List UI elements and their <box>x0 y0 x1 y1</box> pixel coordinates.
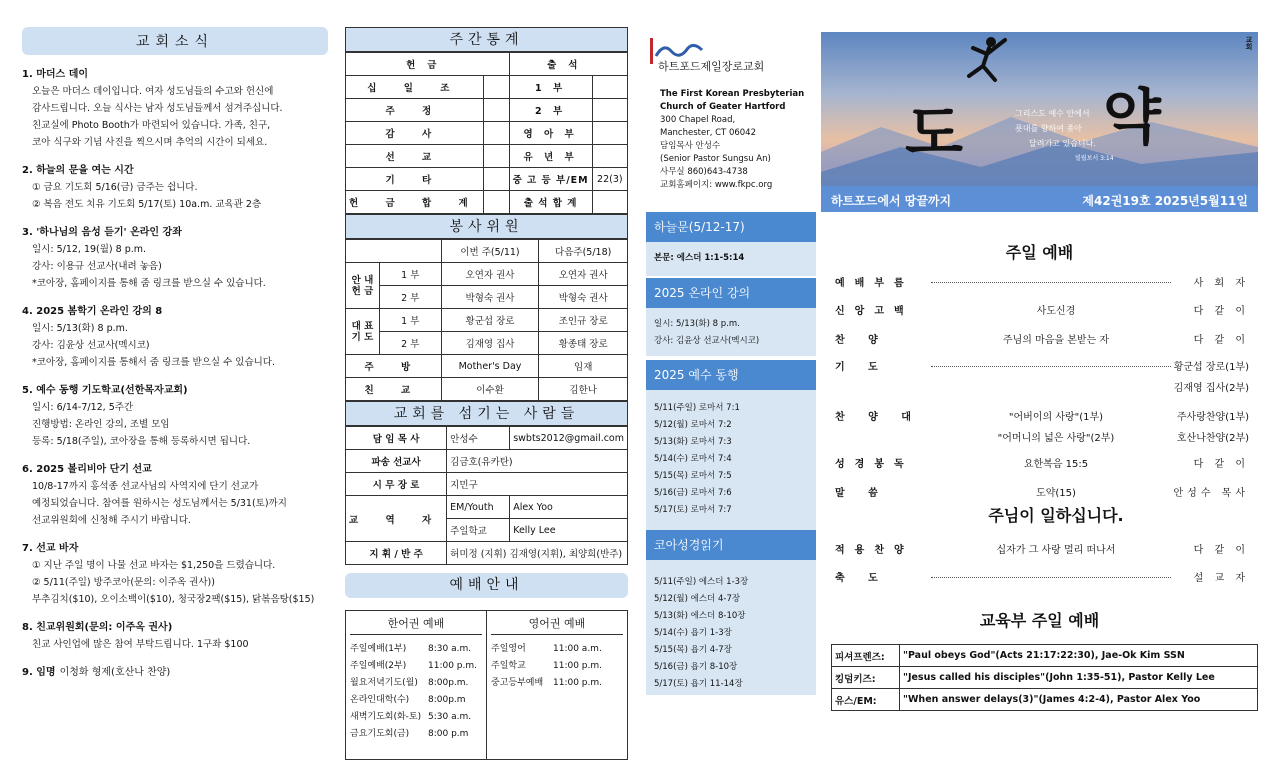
service-middle <box>931 302 1181 317</box>
church-phone: 사무실 860)643-4738 <box>660 167 748 177</box>
worship-row <box>350 726 482 743</box>
news-line: ① 금요 기도회 5/16(금) 금주는 쉽니다. <box>32 182 198 193</box>
worship-time: 11:00 p.m. <box>553 661 602 671</box>
offering-label: 주 정 <box>346 99 484 122</box>
church-web[interactable]: 교회홈페이지: www.fkpc.org <box>660 180 773 190</box>
service-label: 말 씀 <box>835 488 888 499</box>
service-middle <box>931 408 1181 444</box>
service-label: 성경봉독 <box>835 459 914 470</box>
worship-row <box>491 675 623 692</box>
server-sub: 1 부 <box>380 309 442 332</box>
service-middle-text: 십자가 그 사랑 멀리 떠나서 <box>996 545 1116 556</box>
service-right-text: 안성수 목사 <box>1173 488 1249 499</box>
missionary-label: 파송 선교사 <box>346 450 447 473</box>
church-pastor: 담임목사 안성수 <box>660 141 721 151</box>
stats-header: 주간통계 <box>345 27 628 52</box>
server-sub: 2 부 <box>380 332 442 355</box>
stats-row <box>346 168 628 191</box>
church-eng-name-2: Church of Geater Hartford <box>660 102 786 112</box>
news-line: 진행방법: 온라인 강의, 조별 모임 <box>32 419 170 430</box>
bible-line: 5/17(토) 욥기 11-14장 <box>654 679 743 689</box>
service-right <box>1177 408 1249 444</box>
news-header: 교회소식 <box>22 27 328 55</box>
service-row <box>835 358 1255 394</box>
education-text: "Paul obeys God"(Acts 21:17:22:30), Jae-Ok Kim SSN <box>900 645 1258 667</box>
dotted-leader <box>931 282 1171 283</box>
service-middle <box>931 455 1181 470</box>
service-right <box>1194 569 1249 584</box>
servers-table <box>345 239 628 401</box>
service-title: 주일 예배 <box>1005 243 1074 262</box>
service-right-text-2: 김재영 집사(2부) <box>1173 383 1249 394</box>
service-right-text: 다 같 이 <box>1193 545 1249 556</box>
offering-value <box>483 191 509 214</box>
fellowship-label: 친 교 <box>346 378 442 401</box>
worship-time: 8:00p.m. <box>428 678 469 688</box>
service-middle-text-2: 주님이 일하십니다. <box>988 506 1124 525</box>
server-cell: 이수환 <box>441 378 539 401</box>
service-row <box>835 484 1255 525</box>
service-label: 적용찬양 <box>835 545 914 556</box>
banner-verse <box>1015 106 1114 166</box>
worship-row <box>350 709 482 726</box>
online-title: 2025 온라인 강의 <box>646 278 816 308</box>
walk-line: 5/13(화) 로마서 7:3 <box>654 437 732 447</box>
jumping-person-icon <box>961 34 1011 94</box>
news-line: ② 5/11(주일) 방주코아(문의: 이주옥 권사)) <box>32 577 215 588</box>
banner-char-2: 약 <box>1103 83 1161 153</box>
worship-time: 11:00 p.m. <box>553 678 602 688</box>
service-label: 축 도 <box>835 573 888 584</box>
sunday-label: 주일학교 <box>447 519 510 542</box>
bible-panel <box>646 560 816 695</box>
attendance-value <box>592 145 627 168</box>
news-item <box>22 663 328 678</box>
news-line: 코아 식구와 기념 사진을 찍으시며 추억의 시간이 되세요. <box>32 137 268 148</box>
banner-tagline: 하트포드에서 땅끝까지 <box>831 194 952 208</box>
stats-column <box>345 0 628 777</box>
education-table <box>831 644 1258 711</box>
banner-image <box>821 32 1258 212</box>
service-label: 찬 양 대 <box>835 412 921 423</box>
server-cell: 오연자 권사 <box>539 263 628 286</box>
worship-name: 새벽기도회(화-토) <box>350 712 422 722</box>
news-item <box>22 302 328 371</box>
news-item-title: 4. 2025 봄학기 온라인 강의 8 <box>22 306 163 317</box>
worship-header: 예배안내 <box>345 573 628 598</box>
walk-line: 5/11(주일) 로마서 7:1 <box>654 403 740 413</box>
attendance-label: 유 년 부 <box>509 145 592 168</box>
korean-worship-header: 한어권 예배 <box>350 615 482 635</box>
service-label: 찬 양 <box>835 335 888 346</box>
server-cell: Mother's Day <box>441 355 539 378</box>
service-row <box>835 302 1255 328</box>
server-cell: 황군섭 장로 <box>441 309 539 332</box>
korean-worship <box>346 611 487 759</box>
service-right-text: 다 같 이 <box>1193 335 1249 346</box>
service-right <box>1174 484 1249 499</box>
service-middle <box>931 484 1181 526</box>
attendance-label: 1 부 <box>509 76 592 99</box>
service-middle-text: 요한복음 15:5 <box>1023 459 1089 470</box>
service-label: 예배부름 <box>835 278 914 289</box>
service-row <box>835 408 1255 444</box>
news-item-title: 1. 마더스 데이 <box>22 69 89 80</box>
appointment-text: 이청화 형제(호산나 찬양) <box>59 667 171 678</box>
server-cell: 오연자 권사 <box>441 263 539 286</box>
news-item-title-text: 9. 임명 <box>22 667 56 678</box>
worship-name: 주일영어 <box>491 644 526 654</box>
bible-line: 5/12(월) 에스더 4-7장 <box>654 594 741 604</box>
worship-box <box>345 610 628 760</box>
worship-time: 8:00p.m <box>428 695 466 705</box>
church-eng-name-1: The First Korean Presbyterian <box>660 89 805 99</box>
server-cell: 김한나 <box>539 378 628 401</box>
church-address-1: 300 Chapel Road, <box>660 115 736 125</box>
church-pastor-eng: (Senior Pastor Sungsu An) <box>660 154 771 164</box>
this-week-header: 이번 주(5/11) <box>441 240 539 263</box>
stats-row <box>346 99 628 122</box>
walk-line: 5/16(금) 로마서 7:6 <box>654 488 732 498</box>
em-label: EM/Youth <box>447 496 510 519</box>
education-dept: 피셔프렌즈: <box>832 645 900 667</box>
server-sub: 1 부 <box>380 263 442 286</box>
service-row <box>835 569 1255 595</box>
worship-time: 8:30 a.m. <box>428 644 472 654</box>
attendance-label: 영 아 부 <box>509 122 592 145</box>
service-middle <box>931 541 1181 556</box>
worship-time: 11:00 p.m. <box>428 661 477 671</box>
bible-line: 5/11(주일) 에스더 1-3장 <box>654 577 749 587</box>
worship-row <box>350 675 482 692</box>
em-name: Alex Yoo <box>510 496 628 519</box>
sky-text: 본문: 에스더 1:1-5:14 <box>654 253 745 263</box>
news-item <box>22 161 328 213</box>
walk-line: 5/17(토) 로마서 7:7 <box>654 505 732 515</box>
server-cell: 김재영 집사 <box>441 332 539 355</box>
bible-line: 5/16(금) 욥기 8-10장 <box>654 662 738 672</box>
dotted-leader <box>931 577 1171 578</box>
staff-table <box>345 426 628 565</box>
walk-line: 5/12(월) 로마서 7:2 <box>654 420 732 430</box>
news-line: ① 지난 주일 명이 나물 선교 바자는 $1,250을 드렸습니다. <box>32 560 276 571</box>
news-line: 10/8-17까지 홍석종 선교사님의 사역지에 단기 선교가 <box>32 481 259 492</box>
sky-panel <box>646 242 816 276</box>
service-right <box>1194 541 1249 556</box>
senior-label: 담 임 목 사 <box>346 427 447 450</box>
pastor-label: 교 역 자 <box>346 496 447 542</box>
worship-name: 온라인대학(수) <box>350 695 410 705</box>
news-item <box>22 381 328 450</box>
news-item-title: 2. 하늘의 문을 여는 시간 <box>22 165 134 176</box>
offering-value <box>483 145 509 168</box>
service-label: 기 도 <box>835 362 888 373</box>
server-cell: 박형숙 권사 <box>441 286 539 309</box>
worship-row <box>350 658 482 675</box>
news-item <box>22 618 328 653</box>
service-right <box>1174 358 1249 394</box>
server-cell: 조인규 장로 <box>539 309 628 332</box>
staff-header: 교회를 섬기는 사람들 <box>345 401 628 426</box>
offering-label: 선 교 <box>346 145 484 168</box>
news-line: *코아장, 홈페이지를 통해 줌 링크를 받으실 수 있습니다. <box>32 278 266 289</box>
news-line: 오늘은 마더스 데이입니다. 여자 성도님들의 수고와 헌신에 <box>32 86 274 97</box>
service-right <box>1194 274 1249 289</box>
news-list <box>22 65 328 678</box>
bible-line: 5/15(목) 욥기 4-7장 <box>654 645 732 655</box>
choir-names: 허미정 (지휘) 김재영(지휘), 최양희(반주) <box>447 542 628 565</box>
prayer-label: 대 표 기 도 <box>346 309 380 355</box>
senior-name: 안성수 <box>447 427 510 450</box>
service-right-text: 황군섭 장로(1부) <box>1173 362 1249 373</box>
worship-row <box>350 641 482 658</box>
attendance-value <box>592 76 627 99</box>
service-right <box>1194 331 1249 346</box>
service-middle <box>931 331 1181 346</box>
offering-col-header: 헌금 <box>346 53 510 76</box>
service-row <box>835 455 1255 481</box>
news-line: 일시: 5/13(화) 8 p.m. <box>32 323 128 334</box>
servers-header: 봉사위원 <box>345 214 628 239</box>
stats-row <box>346 145 628 168</box>
worship-row <box>491 658 623 675</box>
news-item-title: 3. '하나님의 음성 듣기' 온라인 강좌 <box>22 227 182 238</box>
offering-label: 감 사 <box>346 122 484 145</box>
walk-title: 2025 예수 동행 <box>646 360 816 390</box>
stats-table <box>345 52 628 214</box>
verse-ref: 빌립보서 3:14 <box>1075 155 1114 162</box>
sunday-name: Kelly Lee <box>510 519 628 542</box>
education-text: "Jesus called his disciples"(John 1:35-51), Pastor Kelly Lee <box>900 667 1258 689</box>
offering-value <box>483 168 509 191</box>
offering-label: 기 타 <box>346 168 484 191</box>
worship-name: 주일학교 <box>491 661 526 671</box>
news-line: ② 복음 전도 치유 기도회 5/17(토) 10a.m. 교육관 2층 <box>32 199 262 210</box>
online-panel <box>646 308 816 356</box>
service-right-text: 사 회 자 <box>1193 278 1249 289</box>
news-item-title: 6. 2025 볼리비아 단기 선교 <box>22 464 152 475</box>
church-name: 하트포드제일장로교회 <box>658 60 765 73</box>
next-week-header: 다음주(5/18) <box>539 240 628 263</box>
worship-name: 금요기도회(금) <box>350 729 410 739</box>
news-line: 감사드립니다. 오늘 식사는 남자 성도님들께서 섬겨주십니다. <box>32 103 283 114</box>
server-cell: 박형숙 권사 <box>539 286 628 309</box>
service-middle-text-2: "어머니의 넓은 사랑"(2부) <box>997 433 1115 444</box>
walk-line: 5/14(수) 로마서 7:4 <box>654 454 732 464</box>
news-item <box>22 65 328 151</box>
attendance-value <box>592 99 627 122</box>
news-line: 일시: 6/14-7/12, 5주간 <box>32 402 134 413</box>
server-sub: 2 부 <box>380 286 442 309</box>
online-line: 강사: 김윤상 선교사(멕시코) <box>654 336 760 346</box>
news-item-title: 8. 친교위원회(문의: 이주옥 권사) <box>22 622 173 633</box>
walk-line: 5/15(목) 로마서 7:5 <box>654 471 732 481</box>
news-line: 부추김치($10), 오이소백이($10), 청국장2팩($15), 닭볶음탕($15) <box>32 594 315 605</box>
banner-char-1: 도 <box>905 99 963 169</box>
banner-bottom-bar <box>821 186 1258 212</box>
service-right-text: 주사랑찬양(1부) <box>1176 412 1249 423</box>
bible-line: 5/14(수) 욥기 1-3장 <box>654 628 732 638</box>
news-item <box>22 223 328 292</box>
worship-row <box>350 692 482 709</box>
news-column <box>22 0 328 777</box>
worship-time: 11:00 a.m. <box>553 644 602 654</box>
news-line: 친교 사인업에 많은 참여 부탁드립니다. 1구좌 $100 <box>32 639 249 650</box>
worship-name: 주일예배(2부) <box>350 661 407 671</box>
news-line: 등록: 5/18(주일), 코아장을 통해 등록하시면 됩니다. <box>32 436 251 447</box>
service-right <box>1194 302 1249 317</box>
offering-label: 헌 금 합 계 <box>346 191 484 214</box>
service-row <box>835 541 1255 567</box>
news-line: 예정되었습니다. 참여를 원하시는 성도님께서는 5/31(토)까지 <box>32 498 287 509</box>
attendance-value <box>592 191 627 214</box>
verse-line: 그리스도 예수 안에서 <box>1015 109 1090 118</box>
service-right <box>1194 455 1249 470</box>
attendance-value: 22(3) <box>592 168 627 191</box>
offering-label: 십 일 조 <box>346 76 484 99</box>
bible-title: 코아성경읽기 <box>646 530 816 560</box>
education-text: "When answer delays(3)"(James 4:2-4), Pastor Alex Yoo <box>900 689 1258 711</box>
worship-name: 주일예배(1부) <box>350 644 407 654</box>
dotted-leader <box>931 366 1171 367</box>
choir-label: 지 휘 / 반 주 <box>346 542 447 565</box>
news-line: 강사: 김윤상 선교사(멕시코) <box>32 340 150 351</box>
attendance-label: 2 부 <box>509 99 592 122</box>
walk-panel <box>646 390 816 530</box>
service-right-text-2: 호산나찬양(2부) <box>1176 433 1249 444</box>
verse-line: 푯대를 향하여 좇아 <box>1015 124 1082 133</box>
online-line: 일시: 5/13(화) 8 p.m. <box>654 319 740 329</box>
worship-name: 월요저녁기도(월) <box>350 678 418 688</box>
server-cell: 임재 <box>539 355 628 378</box>
stats-row <box>346 76 628 99</box>
info-column <box>640 0 816 777</box>
news-line: 일시: 5/12, 19(월) 8 p.m. <box>32 244 147 255</box>
church-address-2: Manchester, CT 06042 <box>660 128 756 138</box>
kitchen-label: 주 방 <box>346 355 442 378</box>
banner-side-text: 교회 <box>1245 36 1253 50</box>
sky-title: 하늘문(5/12-17) <box>646 212 816 242</box>
service-middle-text: "어버이의 사랑"(1부) <box>1008 412 1104 423</box>
attendance-value <box>592 122 627 145</box>
offering-value <box>483 99 509 122</box>
attendance-col-header: 출석 <box>509 53 627 76</box>
news-line: 선교위원회에 신청해 주시기 바랍니다. <box>32 515 191 526</box>
worship-column <box>821 0 1258 777</box>
banner-issue: 제42권19호 2025년5월11일 <box>1082 194 1248 208</box>
elder-label: 시 무 장 로 <box>346 473 447 496</box>
education-title: 교육부 주일 예배 <box>979 611 1100 630</box>
worship-time: 8:00 p.m <box>428 729 469 739</box>
english-worship-header: 영어권 예배 <box>491 615 623 635</box>
english-worship <box>487 611 627 759</box>
service-right-text: 다 같 이 <box>1193 459 1249 470</box>
worship-name: 중고등부예배 <box>491 678 544 688</box>
service-right-text: 설 교 자 <box>1193 573 1249 584</box>
offering-value <box>483 76 509 99</box>
server-cell: 황종태 장로 <box>539 332 628 355</box>
news-line: *코아장, 홈페이지를 통해서 줌 링크를 받으실 수 있습니다. <box>32 357 275 368</box>
worship-row <box>491 641 623 658</box>
education-dept: 유스/EM: <box>832 689 900 711</box>
bible-line: 5/13(화) 에스더 8-10장 <box>654 611 746 621</box>
service-middle-text: 주님의 마음을 본받는 자 <box>1002 335 1110 346</box>
stats-row <box>346 122 628 145</box>
attendance-label: 중 고 등 부/EM <box>509 168 592 191</box>
news-item-title <box>22 663 328 678</box>
service-middle-text: 사도신경 <box>1036 306 1076 317</box>
education-dept: 킹덤키즈: <box>832 667 900 689</box>
news-item-title: 5. 예수 동행 기도학교(선한목자교회) <box>22 385 188 396</box>
church-info <box>660 88 804 192</box>
service-right-text: 다 같 이 <box>1193 306 1249 317</box>
service-label: 신앙고백 <box>835 306 914 317</box>
service-row <box>835 274 1255 300</box>
news-item <box>22 539 328 608</box>
elder-name: 지민구 <box>447 473 628 496</box>
news-item <box>22 460 328 529</box>
stats-row <box>346 191 628 214</box>
service-row <box>835 331 1255 357</box>
senior-email: swbts2012@gmail.com <box>510 427 628 450</box>
usher-label: 안 내 헌 금 <box>346 263 380 309</box>
worship-time: 5:30 a.m. <box>428 712 472 722</box>
news-line: 친교실에 Photo Booth가 마련되어 있습니다. 가족, 친구, <box>32 120 271 131</box>
offering-value <box>483 122 509 145</box>
verse-line: 달려가고 있습니다. <box>1029 139 1096 148</box>
news-item-title: 7. 선교 바자 <box>22 543 79 554</box>
attendance-label: 출 석 합 계 <box>509 191 592 214</box>
missionary-name: 김금호(유카탄) <box>447 450 628 473</box>
news-line: 강사: 이용규 선교사(내려 놓음) <box>32 261 162 272</box>
service-middle-text: 도약(15) <box>1036 488 1076 499</box>
